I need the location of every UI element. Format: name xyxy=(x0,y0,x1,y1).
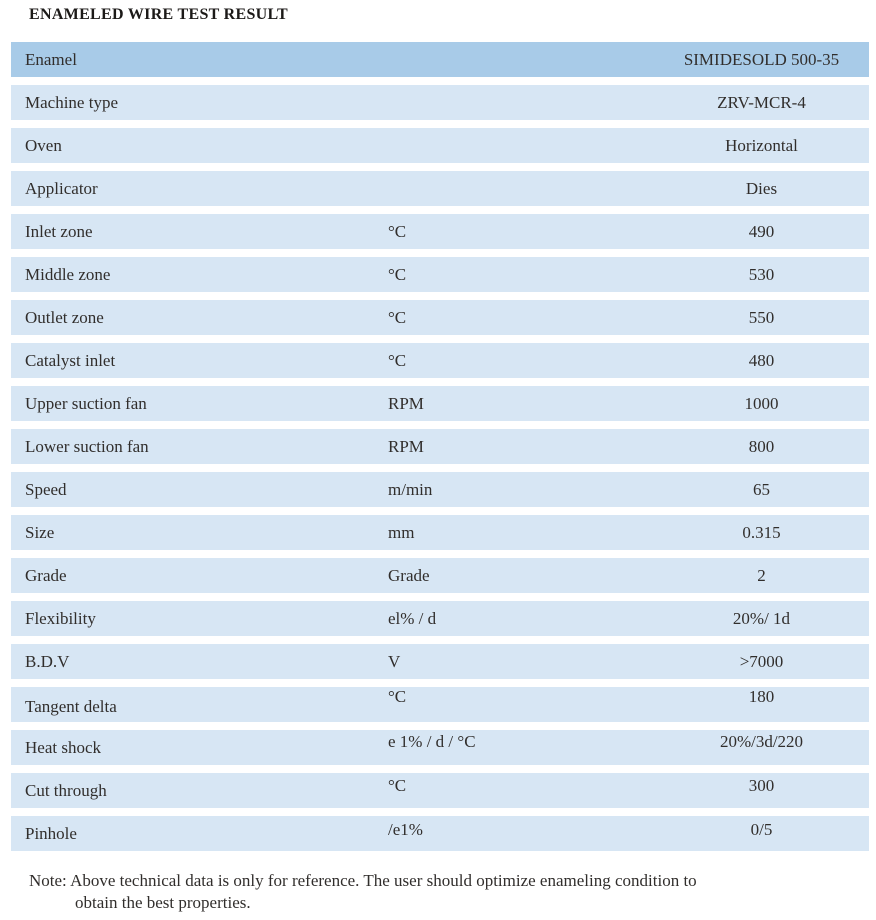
row-label: Enamel xyxy=(25,49,77,69)
row-unit: °C xyxy=(388,264,407,284)
row-value: ZRV-MCR-4 xyxy=(717,92,806,112)
row-unit: e 1% / d / °C xyxy=(388,731,476,751)
table-row xyxy=(11,816,869,851)
row-label: Grade xyxy=(25,565,67,585)
row-label: Cut through xyxy=(25,780,107,800)
row-label: Outlet zone xyxy=(25,307,104,327)
row-value: 0.315 xyxy=(742,522,781,542)
row-value: 800 xyxy=(748,436,775,456)
table-row xyxy=(11,601,869,636)
row-value: Dies xyxy=(745,178,778,198)
row-label: Machine type xyxy=(25,92,118,112)
row-label: Lower suction fan xyxy=(25,436,149,456)
row-value: 1000 xyxy=(744,393,779,413)
row-unit: /e1% xyxy=(388,819,423,839)
row-unit: °C xyxy=(388,686,407,706)
row-unit: °C xyxy=(388,775,407,795)
table-row xyxy=(11,171,869,206)
table-row xyxy=(11,558,869,593)
row-value: 65 xyxy=(753,479,770,499)
row-unit: °C xyxy=(388,350,407,370)
row-label: Upper suction fan xyxy=(25,393,147,413)
row-value: Horizontal xyxy=(725,135,798,155)
row-label: Inlet zone xyxy=(25,221,93,241)
row-value: 480 xyxy=(748,350,775,370)
row-unit: m/min xyxy=(388,479,433,499)
row-value: 530 xyxy=(748,264,775,284)
table-row xyxy=(11,85,869,120)
table-row xyxy=(11,214,869,249)
row-unit: V xyxy=(388,651,401,671)
note xyxy=(29,870,841,914)
row-unit: mm xyxy=(388,522,415,542)
table-row xyxy=(11,386,869,421)
row-label: B.D.V xyxy=(25,651,70,671)
row-value: SIMIDESOLD 500-35 xyxy=(683,49,840,69)
row-value: 20%/ 1d xyxy=(732,608,791,628)
table-row xyxy=(11,773,869,808)
table-row xyxy=(11,42,869,77)
table-row xyxy=(11,257,869,292)
note-line-1: Note: Above technical data is only for reference. The user should optimize enameling condition to xyxy=(29,871,697,890)
table-row xyxy=(11,687,869,722)
row-value: 550 xyxy=(748,307,775,327)
row-unit: °C xyxy=(388,221,407,241)
table-row xyxy=(11,730,869,765)
table-row xyxy=(11,515,869,550)
row-label: Heat shock xyxy=(25,737,102,757)
row-label: Applicator xyxy=(25,178,98,198)
row-value: 20%/3d/220 xyxy=(719,731,804,751)
row-unit: el% / d xyxy=(388,608,437,628)
table-row xyxy=(11,300,869,335)
row-unit: °C xyxy=(388,307,407,327)
row-label: Pinhole xyxy=(25,823,77,843)
row-label: Middle zone xyxy=(25,264,111,284)
result-table xyxy=(11,42,869,859)
table-row xyxy=(11,644,869,679)
page-title: ENAMELED WIRE TEST RESULT xyxy=(29,6,289,23)
row-label: Flexibility xyxy=(25,608,96,628)
row-value: 180 xyxy=(748,686,775,706)
table-row xyxy=(11,472,869,507)
row-value: 2 xyxy=(757,565,766,585)
row-unit: RPM xyxy=(388,393,424,413)
row-label: Oven xyxy=(25,135,62,155)
row-unit: RPM xyxy=(388,436,424,456)
table-row xyxy=(11,343,869,378)
table-row xyxy=(11,429,869,464)
row-value: 300 xyxy=(748,775,775,795)
row-label: Speed xyxy=(25,479,67,499)
row-label: Tangent delta xyxy=(25,696,117,716)
row-label: Size xyxy=(25,522,55,542)
row-value: >7000 xyxy=(739,651,784,671)
row-value: 490 xyxy=(748,221,775,241)
table-row xyxy=(11,128,869,163)
row-value: 0/5 xyxy=(750,819,773,839)
row-label: Catalyst inlet xyxy=(25,350,116,370)
note-line-2: obtain the best properties. xyxy=(75,893,251,912)
row-unit: Grade xyxy=(388,565,430,585)
